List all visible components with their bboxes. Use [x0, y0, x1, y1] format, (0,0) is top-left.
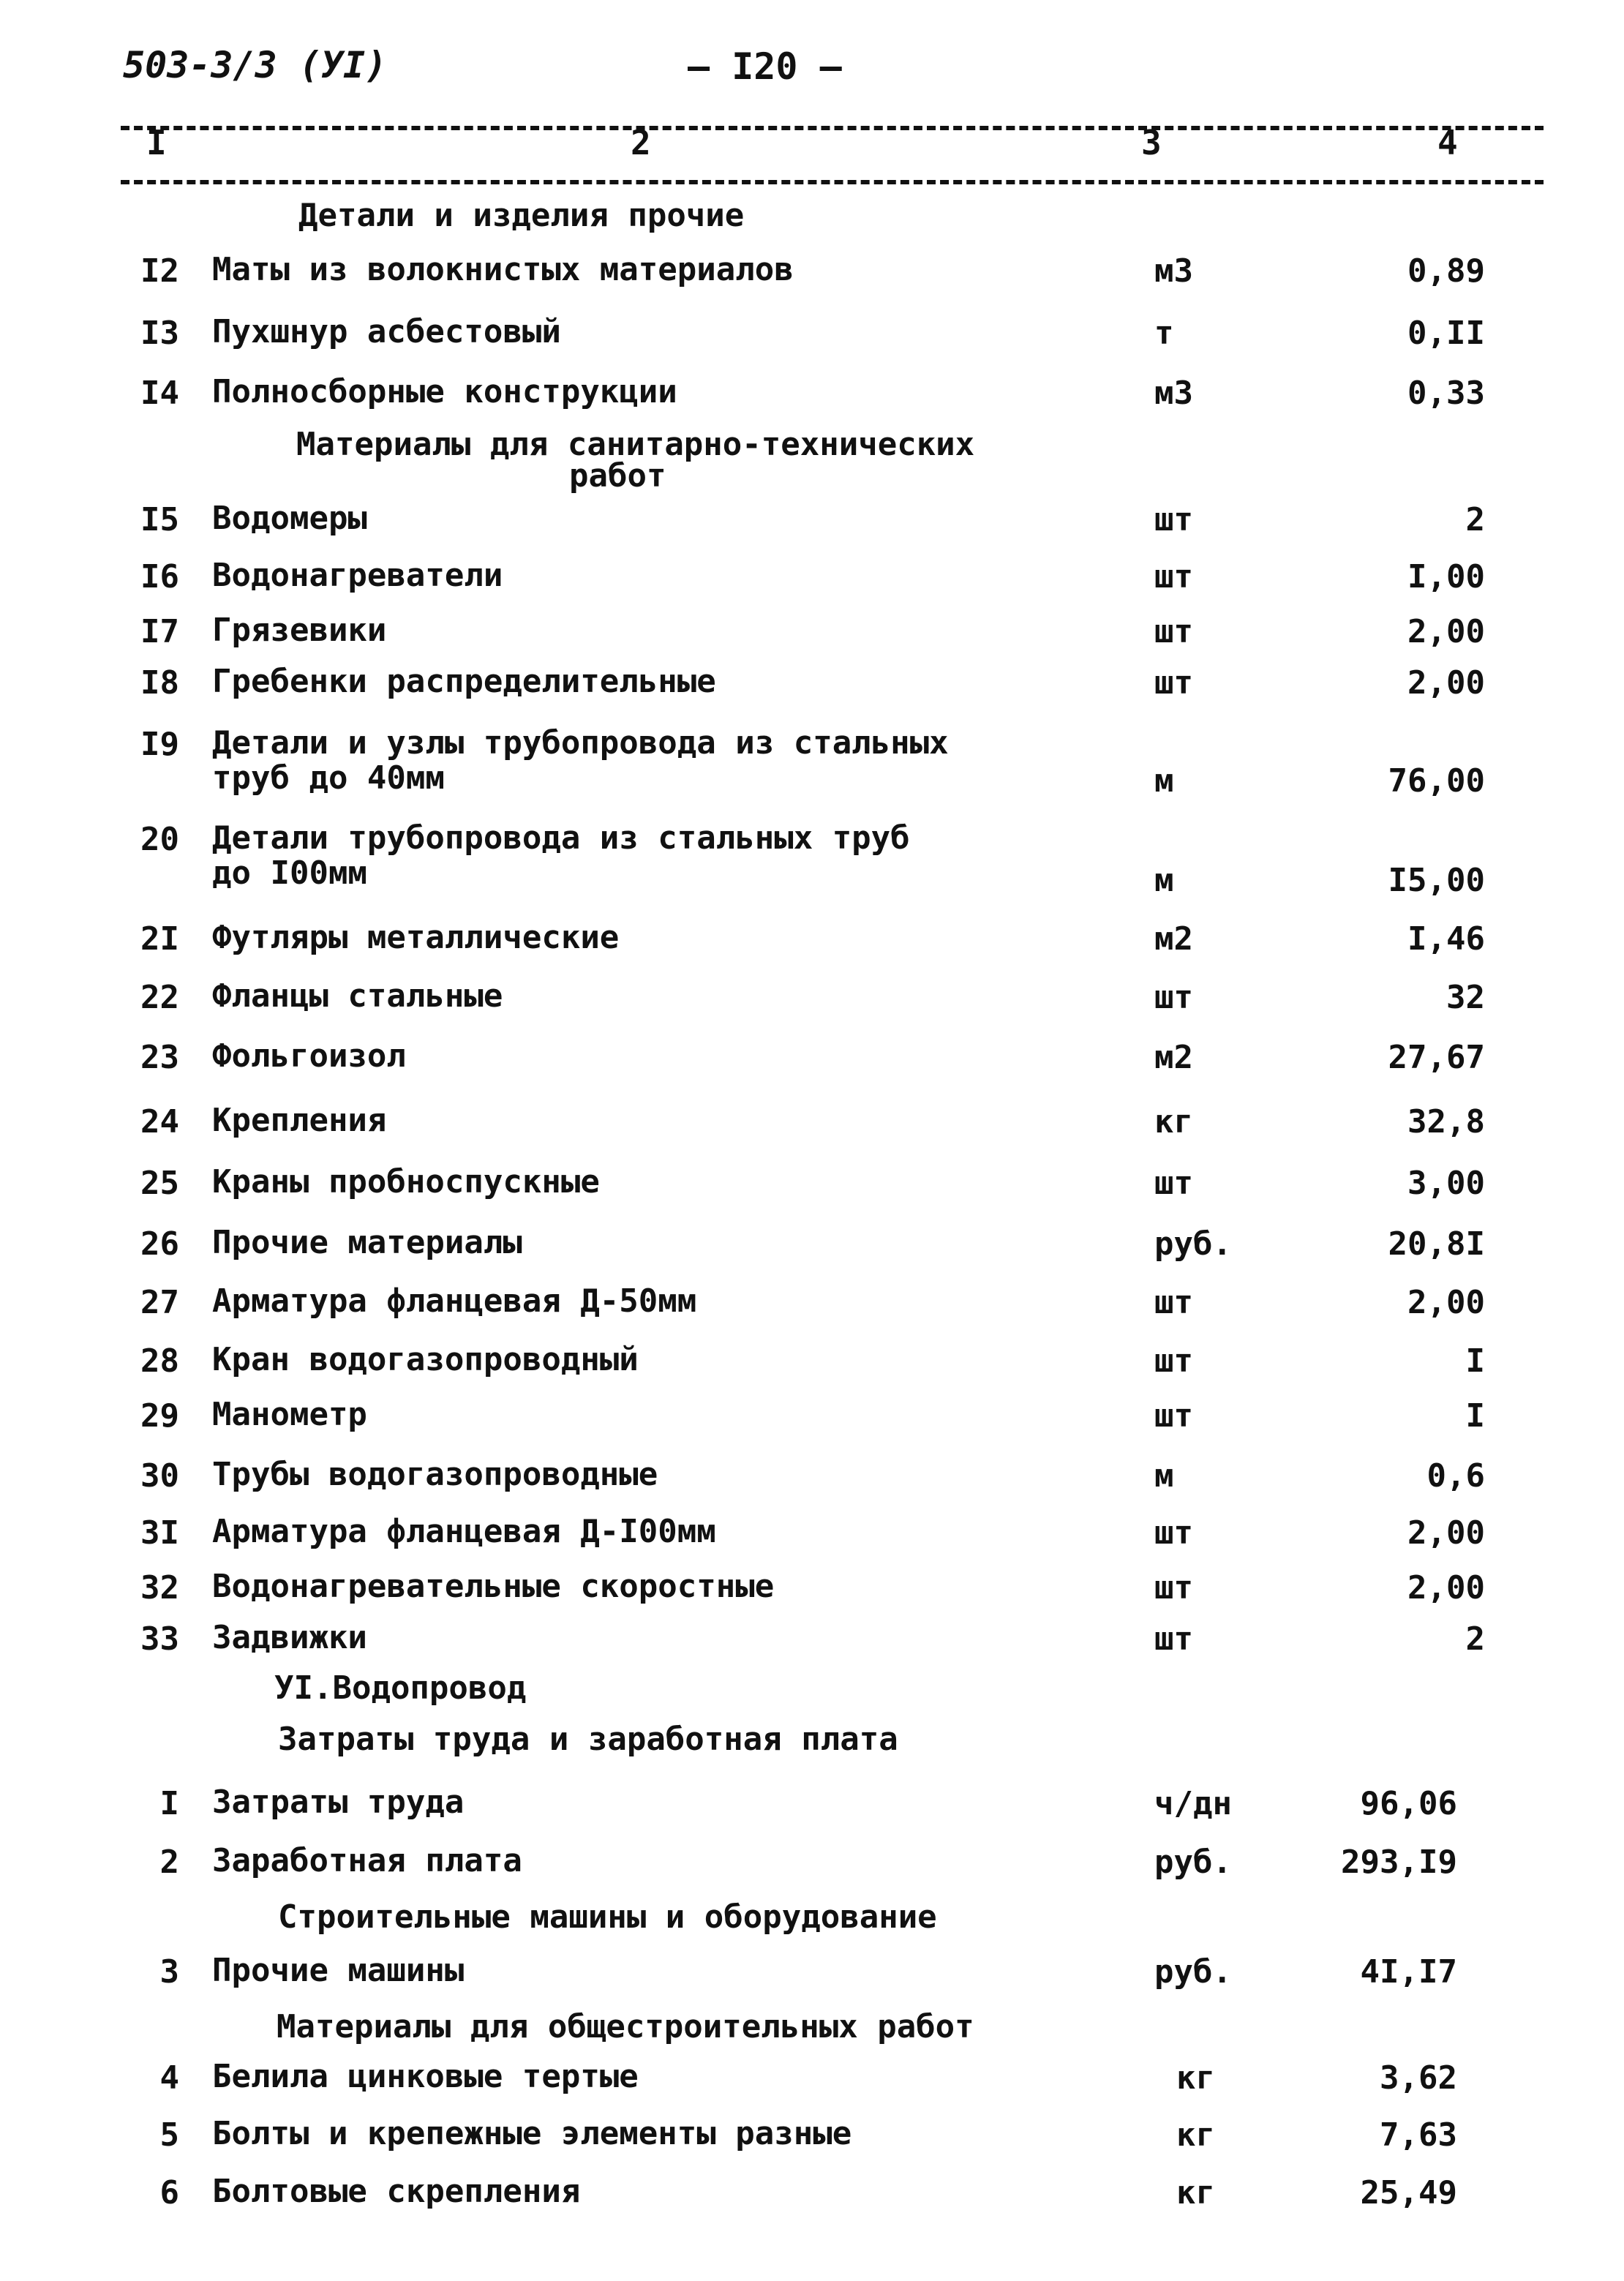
- row-number: 27: [140, 1284, 179, 1321]
- row-unit: ч/дн: [1154, 1785, 1232, 1822]
- row-value: 0,89: [1407, 252, 1485, 290]
- row-name: Грязевики: [212, 612, 387, 649]
- row-unit: кг: [1176, 2059, 1215, 2097]
- row-unit: шт: [1154, 558, 1193, 595]
- row-number: I9: [140, 726, 179, 763]
- row-unit: шт: [1154, 1284, 1193, 1321]
- header-divider-top: [121, 126, 1544, 130]
- row-name: Фланцы стальные: [212, 977, 503, 1015]
- row-number: 30: [140, 1457, 179, 1495]
- row-name: Арматура фланцевая Д-I00мм: [212, 1513, 716, 1550]
- row-number: I: [159, 1785, 179, 1822]
- header-divider-bottom: [121, 180, 1544, 184]
- row-unit: шт: [1154, 1620, 1193, 1658]
- row-value: 20,8I: [1388, 1225, 1485, 1263]
- row-unit: шт: [1154, 1165, 1193, 1202]
- row-number: 20: [140, 821, 179, 858]
- row-number: 28: [140, 1342, 179, 1380]
- row-name-line: Детали трубопровода из стальных труб: [212, 819, 910, 857]
- row-value: 0,33: [1407, 375, 1485, 412]
- row-number: I8: [140, 664, 179, 702]
- row-value: 2,00: [1407, 1284, 1485, 1321]
- row-number: 29: [140, 1397, 179, 1435]
- row-value: 25,49: [1360, 2174, 1457, 2212]
- row-value: 2: [1465, 501, 1485, 538]
- row-number: I6: [140, 558, 179, 595]
- row-value: 2: [1465, 1620, 1485, 1658]
- row-name: Прочие материалы: [212, 1224, 522, 1261]
- row-name: Затраты труда: [212, 1784, 465, 1821]
- row-name: Фольгоизол: [212, 1037, 406, 1075]
- row-unit: шт: [1154, 1514, 1193, 1552]
- row-unit: кг: [1154, 1103, 1193, 1140]
- row-unit: м3: [1154, 252, 1193, 290]
- row-name-line: труб до 40мм: [212, 759, 445, 797]
- row-name: Футляры металлические: [212, 919, 620, 956]
- section-heading: Детали и изделия прочие: [298, 197, 745, 234]
- row-number: 23: [140, 1039, 179, 1076]
- row-name: [212, 726, 1163, 796]
- row-name-line: Детали и узлы трубопровода из стальных: [212, 724, 949, 762]
- row-unit: м2: [1154, 920, 1193, 958]
- row-name: Водонагреватели: [212, 557, 503, 594]
- row-name: Краны пробноспускные: [212, 1163, 600, 1200]
- row-name-line: до I00мм: [212, 854, 367, 892]
- row-unit: шт: [1154, 664, 1193, 702]
- row-value: 2,00: [1407, 664, 1485, 702]
- row-unit: шт: [1154, 979, 1193, 1016]
- row-value: 293,I9: [1341, 1844, 1457, 1881]
- row-name: Маты из волокнистых материалов: [212, 251, 794, 288]
- row-unit: м2: [1154, 1039, 1193, 1076]
- row-name: Болтовые скрепления: [212, 2173, 581, 2210]
- row-number: 2I: [140, 920, 179, 958]
- row-unit: шт: [1154, 1569, 1193, 1607]
- row-number: 25: [140, 1165, 179, 1202]
- column-header-1: I: [146, 123, 167, 162]
- row-unit: м: [1154, 762, 1174, 800]
- row-name: Прочие машины: [212, 1952, 465, 1989]
- row-name: Задвижки: [212, 1619, 367, 1656]
- row-number: 6: [159, 2174, 179, 2212]
- section-heading: Строительные машины и оборудование: [278, 1898, 937, 1936]
- row-number: I5: [140, 501, 179, 538]
- row-value: 2,00: [1407, 1569, 1485, 1607]
- row-number: 3: [159, 1953, 179, 1991]
- row-value: 27,67: [1388, 1039, 1485, 1076]
- row-number: 24: [140, 1103, 179, 1140]
- row-value: 2,00: [1407, 1514, 1485, 1552]
- row-name: Трубы водогазопроводные: [212, 1456, 658, 1493]
- row-value: 76,00: [1388, 762, 1485, 800]
- row-number: I7: [140, 613, 179, 650]
- section-heading-continued: работ: [569, 457, 666, 495]
- row-number: 33: [140, 1620, 179, 1658]
- row-unit: м: [1154, 1457, 1174, 1495]
- row-name: Гребенки распределительные: [212, 663, 716, 700]
- row-value: I,00: [1407, 558, 1485, 595]
- row-value: 32: [1446, 979, 1485, 1016]
- section-heading: Материалы для санитарно-технических: [296, 426, 975, 463]
- row-name: Крепления: [212, 1102, 387, 1139]
- row-value: 2,00: [1407, 613, 1485, 650]
- row-unit: шт: [1154, 1342, 1193, 1380]
- row-name: Арматура фланцевая Д-50мм: [212, 1282, 697, 1320]
- column-header-3: 3: [1141, 123, 1162, 162]
- row-value: I: [1465, 1342, 1485, 1380]
- row-value: I5,00: [1388, 862, 1485, 899]
- row-number: 22: [140, 979, 179, 1016]
- row-unit: т: [1154, 315, 1174, 352]
- row-unit: м: [1154, 862, 1174, 899]
- row-unit: шт: [1154, 501, 1193, 538]
- row-number: 2: [159, 1844, 179, 1881]
- row-name: Водомеры: [212, 500, 367, 537]
- row-unit: руб.: [1154, 1844, 1232, 1881]
- row-name: Белила цинковые тертые: [212, 2058, 639, 2095]
- section-heading: Материалы для общестроительных работ: [277, 2008, 974, 2045]
- column-header-2: 2: [631, 123, 651, 162]
- row-name: Пухшнур асбестовый: [212, 313, 561, 350]
- page-number: – I20 –: [688, 45, 842, 88]
- row-value: 32,8: [1407, 1103, 1485, 1140]
- row-name: Манометр: [212, 1396, 367, 1433]
- row-name: Водонагревательные скоростные: [212, 1568, 775, 1605]
- row-name: Болты и крепежные элементы разные: [212, 2115, 852, 2152]
- row-number: I4: [140, 375, 179, 412]
- row-number: 4: [159, 2059, 179, 2097]
- row-value: 3,00: [1407, 1165, 1485, 1202]
- row-unit: шт: [1154, 613, 1193, 650]
- row-unit: м3: [1154, 375, 1193, 412]
- row-value: I,46: [1407, 920, 1485, 958]
- row-number: I3: [140, 315, 179, 352]
- row-name: Заработная плата: [212, 1842, 522, 1879]
- section-heading: Затраты труда и заработная плата: [278, 1721, 898, 1758]
- row-number: 26: [140, 1225, 179, 1263]
- row-unit: кг: [1176, 2174, 1215, 2212]
- row-number: 3I: [140, 1514, 179, 1552]
- column-header-4: 4: [1437, 123, 1458, 162]
- row-name: Кран водогазопроводный: [212, 1341, 639, 1378]
- section-heading: УI.Водопровод: [274, 1669, 527, 1707]
- row-value: 96,06: [1360, 1785, 1457, 1822]
- document-code: 503-3/3 (УI): [123, 44, 388, 86]
- row-unit: руб.: [1154, 1225, 1232, 1263]
- row-unit: кг: [1176, 2116, 1215, 2154]
- row-value: 4I,I7: [1360, 1953, 1457, 1991]
- row-number: I2: [140, 252, 179, 290]
- row-name: Полносборные конструкции: [212, 373, 677, 410]
- row-value: 0,6: [1426, 1457, 1485, 1495]
- row-value: I: [1465, 1397, 1485, 1435]
- row-value: 7,63: [1380, 2116, 1457, 2154]
- row-unit: шт: [1154, 1397, 1193, 1435]
- row-value: 3,62: [1380, 2059, 1457, 2097]
- row-name: [212, 821, 1163, 891]
- row-value: 0,II: [1407, 315, 1485, 352]
- row-unit: руб.: [1154, 1953, 1232, 1991]
- row-number: 32: [140, 1569, 179, 1607]
- row-number: 5: [159, 2116, 179, 2154]
